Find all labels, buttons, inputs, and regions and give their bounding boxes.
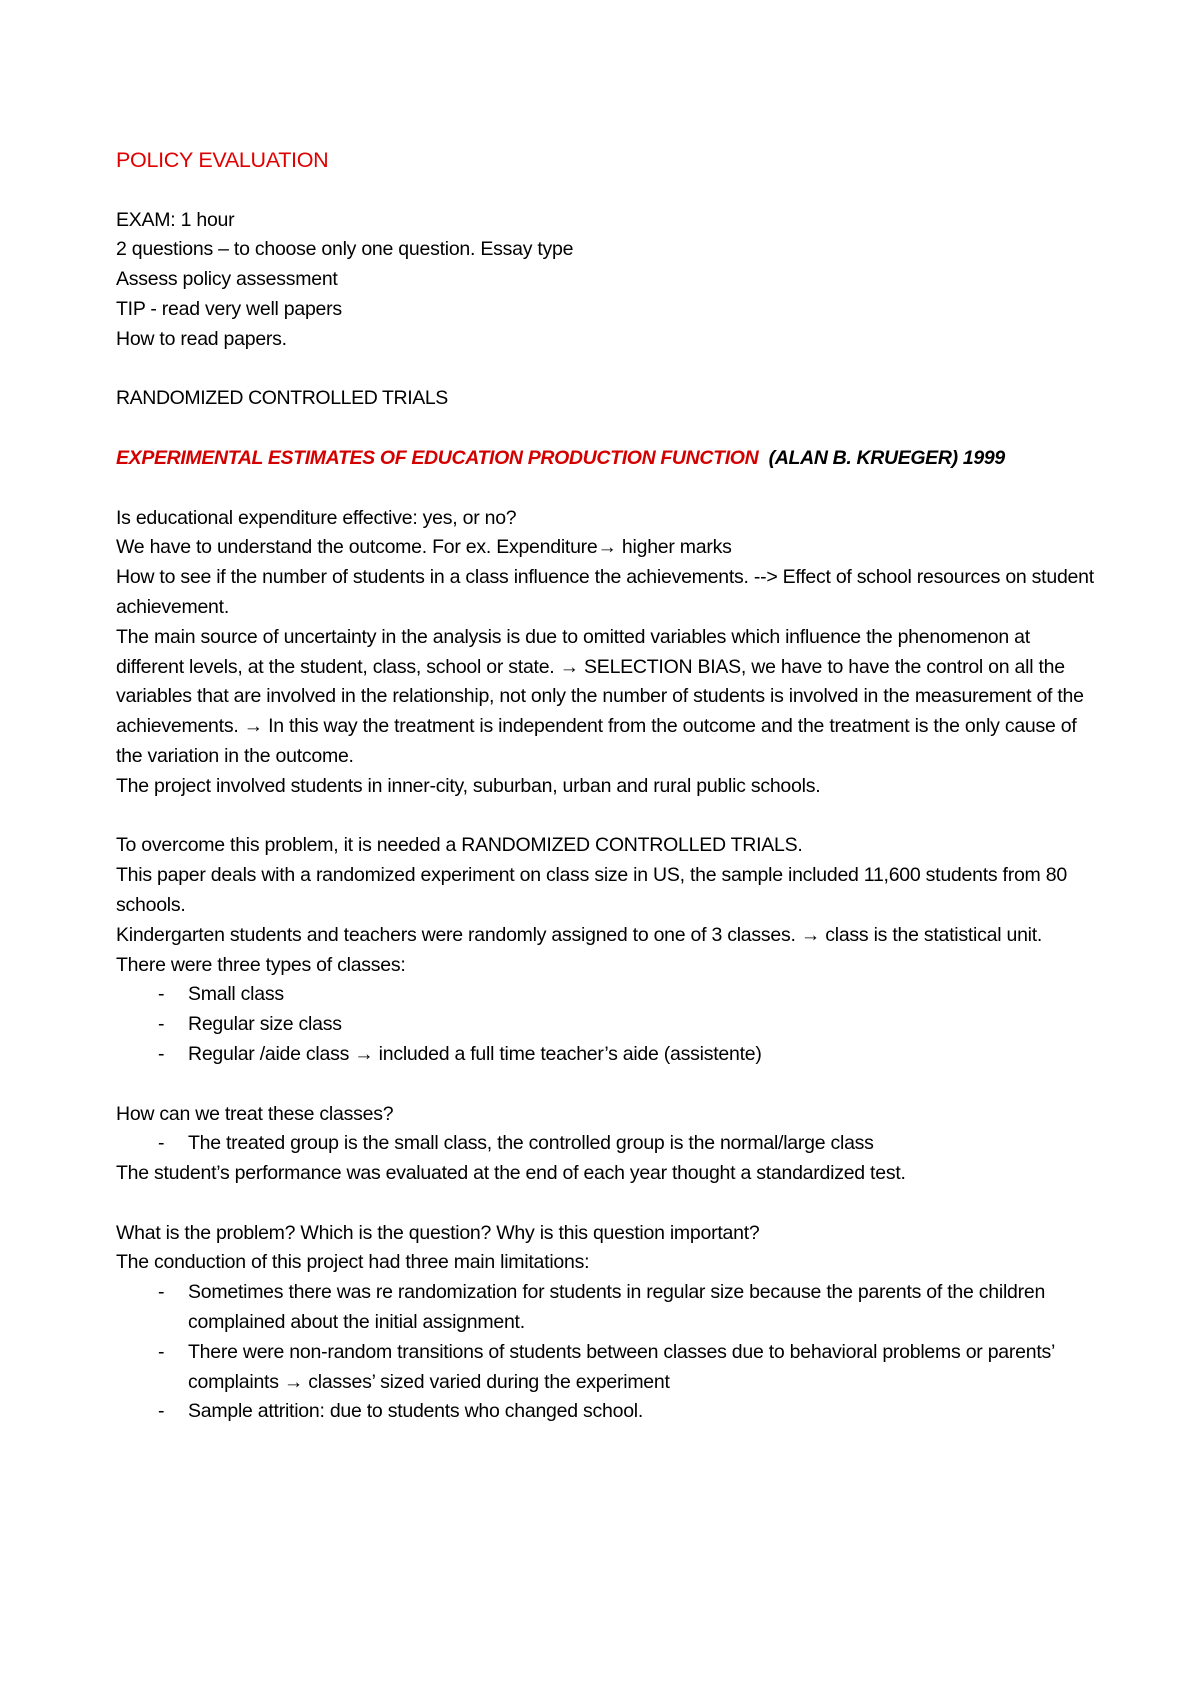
- spacer: [116, 802, 1100, 832]
- class-types-list: [116, 980, 1100, 1069]
- exam-line: TIP - read very well papers: [116, 297, 342, 320]
- paper-year: 1999: [962, 446, 1005, 469]
- problem-intro: The conduction of this project had three main limitations:: [116, 1251, 590, 1274]
- rct-section: [116, 831, 1100, 1069]
- intro-paragraph: The project involved students in inner-city, suburban, urban and rural public schools.: [116, 774, 821, 797]
- intro-paragraph: We have to understand the outcome. For ex. Expenditure→ higher marks: [116, 536, 732, 559]
- list-item: - There were non-random transitions of students between classes due to behavioral problems or parents’ complaints → classes’ sized varied during the experiment: [158, 1338, 1100, 1398]
- problem-question: What is the problem? Which is the question? Why is this question important?: [116, 1221, 760, 1244]
- section-heading: RANDOMIZED CONTROLLED TRIALS: [116, 387, 448, 410]
- paper-reference: [116, 444, 1100, 474]
- document-title: POLICY EVALUATION: [116, 148, 329, 172]
- exam-line: Assess policy assessment: [116, 268, 338, 291]
- list-item: - Sample attrition: due to students who changed school.: [158, 1397, 1100, 1427]
- rct-paragraph: Kindergarten students and teachers were randomly assigned to one of 3 classes. → class is the statistical unit.: [116, 923, 1043, 946]
- exam-info: [116, 206, 1100, 355]
- spacer: [116, 355, 1100, 385]
- exam-line: How to read papers.: [116, 327, 287, 350]
- exam-line: 2 questions – to choose only one question. Essay type: [116, 238, 574, 261]
- list-item: - Small class: [158, 980, 1100, 1010]
- treat-question: How can we treat these classes?: [116, 1102, 394, 1125]
- spacer: [116, 474, 1100, 504]
- intro-paragraph: How to see if the number of students in a class influence the achievements. --> Effect of school resources on student achievement.: [116, 566, 1094, 618]
- rct-paragraph: This paper deals with a randomized experiment on class size in US, the sample included 11,600 students from 80 schools.: [116, 864, 1067, 916]
- paper-author: (ALAN B. KRUEGER): [768, 446, 958, 469]
- intro-paragraph: Is educational expenditure effective: yes, or no?: [116, 506, 517, 529]
- list-item: - The treated group is the small class, the controlled group is the normal/large class: [158, 1129, 1100, 1159]
- paper-title: EXPERIMENTAL ESTIMATES OF EDUCATION PRODUCTION FUNCTION: [116, 446, 759, 469]
- treat-list: [116, 1129, 1100, 1159]
- list-item: - Regular size class: [158, 1010, 1100, 1040]
- limitations-list: [116, 1278, 1100, 1427]
- spacer: [116, 176, 1100, 206]
- problem-section: [116, 1219, 1100, 1428]
- rct-paragraph: There were three types of classes:: [116, 953, 406, 976]
- exam-line: EXAM: 1 hour: [116, 208, 235, 231]
- spacer: [116, 1189, 1100, 1219]
- spacer: [116, 1070, 1100, 1100]
- treat-paragraph: The student’s performance was evaluated at the end of each year thought a standardized test.: [116, 1162, 906, 1185]
- intro-section: [116, 504, 1100, 802]
- treat-section: [116, 1100, 1100, 1189]
- list-item: - Sometimes there was re randomization for students in regular size because the parents of the children complained about the initial assignment.: [158, 1278, 1100, 1338]
- list-item: - Regular /aide class → included a full time teacher’s aide (assistente): [158, 1040, 1100, 1070]
- rct-paragraph: To overcome this problem, it is needed a RANDOMIZED CONTROLLED TRIALS.: [116, 834, 803, 857]
- intro-paragraph: The main source of uncertainty in the analysis is due to omitted variables which influence the phenomenon at different levels, at the student, class, school or state. → SELECTION BIAS, we have to have the control on all the variables that are involved in the relationship, not only the number of students is involved in the measurement of the achievements. → In this way the treatment is independent from the outcome and the treatment is the only cause of the variation in the outcome.: [116, 625, 1084, 767]
- spacer: [116, 414, 1100, 444]
